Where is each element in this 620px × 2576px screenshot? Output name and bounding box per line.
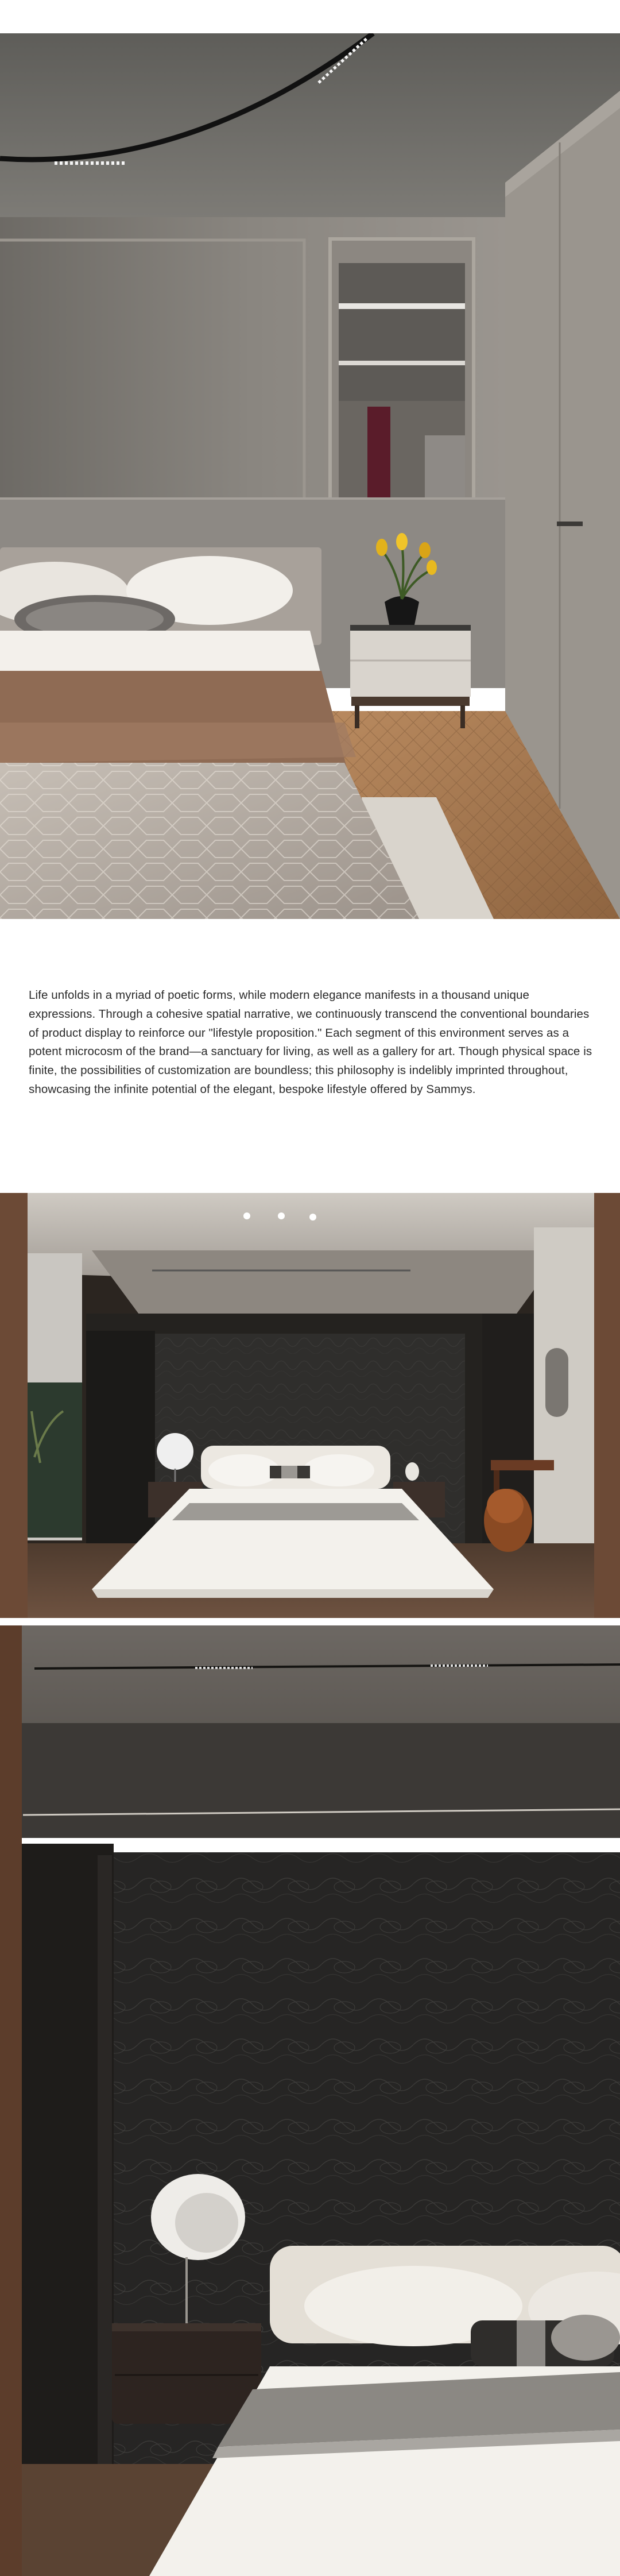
bedroom-photo-1 <box>0 33 620 919</box>
bedroom-photo-1-image <box>0 33 620 919</box>
intro-paragraph: Life unfolds in a myriad of poetic forms, while modern elegance manifests in a thousand unique expressions. Through a cohesive spatial narrative, we continuously transcend the conventional boundaries of product display to reinforce our "lifestyle proposition." Each segment of this environment serves as a potent microcosm of the brand—a sanctuary for living, as well as a gallery for art. Though physical space is finite, the possibilities of customization are boundless; this philosophy is indelibly imprinted throughout, showcasing the infinite potential of the elegant, bespoke lifestyle offered by Sammys. <box>29 988 592 1096</box>
bedroom-photo-2 <box>0 1193 620 1618</box>
bedroom-photo-2-image <box>0 1193 620 1618</box>
bedroom-photo-3-image <box>0 1625 620 2576</box>
bedroom-photo-3 <box>0 1625 620 2576</box>
